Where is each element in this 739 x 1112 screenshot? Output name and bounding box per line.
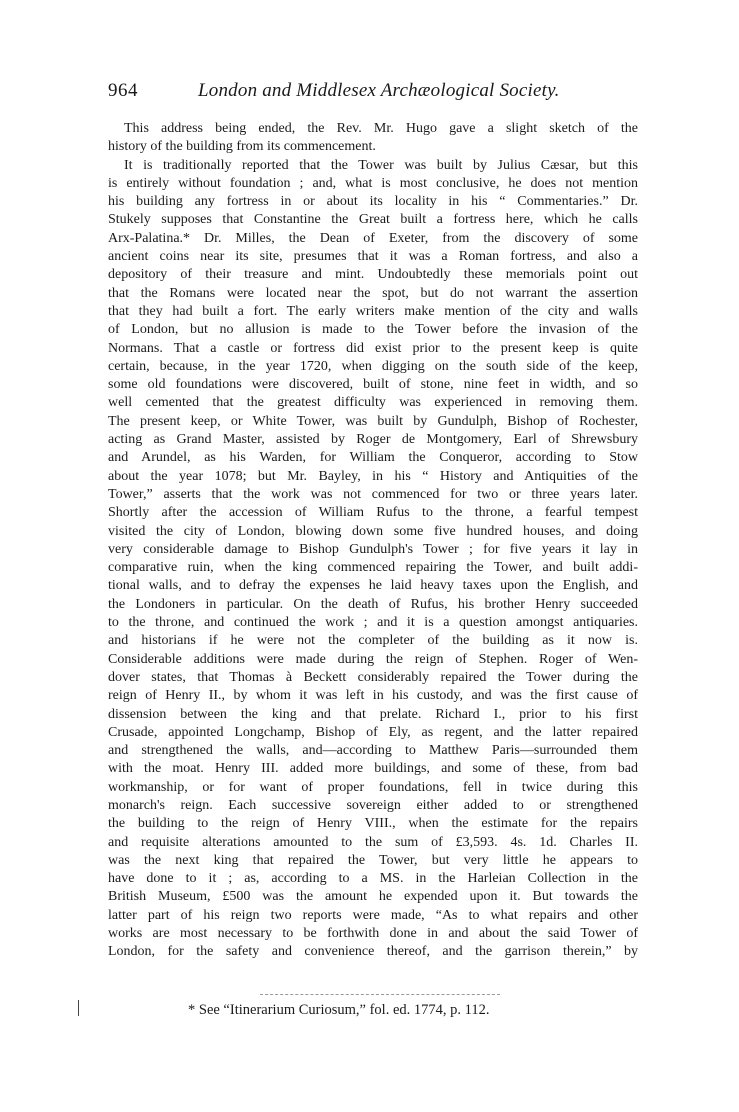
running-title: London and Middlesex Archæological Society. [198,80,560,101]
text-line: certain, because, in the year 1720, when digging on the south side of the keep, [108,358,638,374]
text-line: and Arundel, as his Warden, for William the Conqueror, according to Stow [108,450,638,466]
body-text [108,120,638,962]
text-line: to the throne, and continued the work ; and it is a question amongst antiquaries. [108,615,638,631]
text-line: reign of Henry II., by whom it was left in his custody, and was the first cause of [108,688,638,704]
text-line: have done to it ; as, according to a MS. in the Harleian Collection in the [108,871,638,887]
footnote: * See “Itinerarium Curiosum,” fol. ed. 1774, p. 112. [188,1002,490,1018]
text-line: monarch's reign. Each successive sovereign either added to or strengthened [108,797,638,813]
text-line: Arx-Palatina.* Dr. Milles, the Dean of Exeter, from the discovery of some [108,230,638,246]
text-line: Considerable additions were made during the reign of Stephen. Roger of Wen- [108,651,638,667]
text-line: the building to the reign of Henry VIII., when the estimate for the repairs [108,816,638,832]
text-line: tional walls, and to defray the expenses he laid heavy taxes upon the English, and [108,578,638,594]
text-line: Crusade, appointed Longchamp, Bishop of Ely, as regent, and the latter repaired [108,724,638,740]
text-line: Tower,” asserts that the work was not commenced for two or three years later. [108,486,638,502]
text-line: Shortly after the accession of William Rufus to the throne, a fearful tempest [108,505,638,521]
text-line: British Museum, £500 was the amount he expended upon it. But towards the [108,889,638,905]
text-line: that they had built a fort. The early writers make mention of the city and walls [108,303,638,319]
text-line: well cemented that the greatest difficulty was experienced in removing them. [108,395,638,411]
text-line: that the Romans were located near the spot, but do not warrant the assertion [108,285,638,301]
page-header [108,80,668,104]
text-line: The present keep, or White Tower, was built by Gundulph, Bishop of Rochester, [108,413,638,429]
text-line: some old foundations were discovered, built of stone, nine feet in width, and so [108,377,638,393]
text-line: works are most necessary to be forthwith done in and about the said Tower of [108,926,638,942]
text-line: London, for the safety and convenience thereof, and the garrison therein,” by [108,944,638,960]
text-line: This address being ended, the Rev. Mr. Hugo gave a slight sketch of the [124,121,638,136]
text-line: Normans. That a castle or fortress did exist prior to the present keep is quite [108,340,638,356]
text-line: workmanship, or for want of proper foundations, fell in twice during this [108,779,638,795]
text-line: latter part of his reign two reports were made, “As to what repairs and other [108,907,638,923]
text-line: and historians if he were not the completer of the building as it now is. [108,633,638,649]
text-line: Stukely supposes that Constantine the Great built a fortress here, which he calls [108,212,638,228]
text-line: and requisite alterations amounted to the sum of £3,593. 4s. 1d. Charles II. [108,834,638,850]
text-line: history of the building from its commencement. [108,139,376,155]
text-line: is entirely without foundation ; and, what is most conclusive, he does not mention [108,175,638,191]
text-line: comparative ruin, when the king commenced repairing the Tower, and built addi- [108,560,638,576]
text-line: dissension between the king and that prelate. Richard I., prior to his first [108,706,638,722]
text-line: about the year 1078; but Mr. Bayley, in his “ History and Antiquities of the [108,468,638,484]
text-line: It is traditionally reported that the Tower was built by Julius Cæsar, but this [124,157,638,173]
text-line: his building any fortress in or about its locality in his “ Commentaries.” Dr. [108,194,638,210]
text-line: the Londoners in particular. On the death of Rufus, his brother Henry succeeded [108,596,638,612]
text-line: with the moat. Henry III. added more buildings, and some of these, from bad [108,761,638,777]
text-line: ancient coins near its site, presumes that it was a Roman fortress, and also a [108,249,638,265]
text-line: visited the city of London, blowing down some five hundred houses, and doing [108,523,638,539]
text-line: was the next king that repaired the Tower, but very little he appears to [108,852,638,868]
text-line: of London, but no allusion is made to the Tower before the invasion of the [108,322,638,338]
text-line: and strengthened the walls, and—according to Matthew Paris—surrounded them [108,743,638,759]
text-line: depository of their treasure and mint. Undoubtedly these memorials point out [108,267,638,283]
text-line: acting as Grand Master, assisted by Roger de Montgomery, Earl of Shrewsbury [108,432,638,448]
margin-mark [78,1000,79,1016]
footnote-rule [260,994,500,995]
text-line: very considerable damage to Bishop Gundulph's Tower ; for five years it lay in [108,541,638,557]
page-number: 964 [108,80,138,101]
text-line: dover states, that Thomas à Beckett considerably repaired the Tower during the [108,669,638,685]
